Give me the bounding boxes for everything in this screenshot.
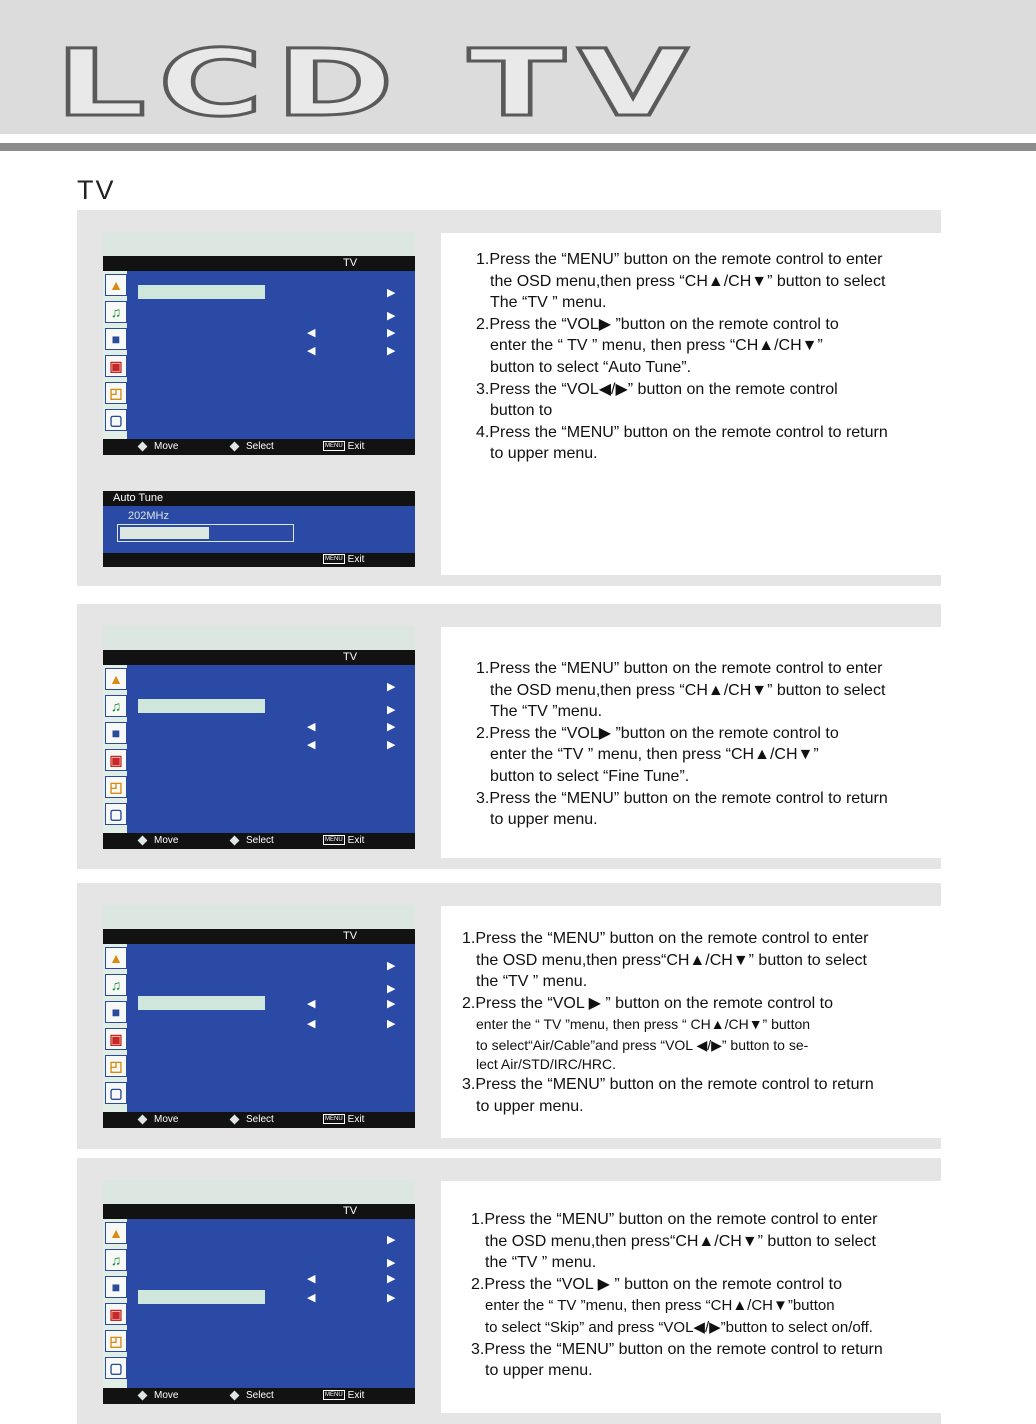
instructions-fine-tune: [476, 658, 888, 831]
osd-icon-column: [103, 944, 127, 1112]
osd-menu: [103, 1180, 415, 1404]
auto-tune-dialog: [103, 491, 415, 567]
right-arrow-icon: ▶: [387, 1257, 396, 1269]
sound-icon[interactable]: ♫: [105, 1249, 127, 1271]
instruction-line: button to select “Fine Tune”.: [490, 767, 690, 785]
page-header: [0, 0, 1036, 137]
instruction-line: 2.Press the “VOL ▶ ” button on the remote control to: [471, 1275, 843, 1293]
instruction-line: enter the “ TV ”menu, then press “ CH▲/CH▼” button: [476, 1016, 811, 1033]
instruction-line: enter the “TV ” menu, then press “CH▲/CH▼”: [490, 746, 819, 764]
instruction-line: The “TV ”menu.: [490, 703, 603, 721]
menu-key-icon: MENU: [325, 556, 343, 563]
instructions-air-cable: [462, 928, 874, 1117]
instruction-line: 3.Press the “MENU” button on the remote control to return: [462, 1075, 874, 1093]
time-icon[interactable]: ■: [105, 1276, 127, 1298]
instruction-line: to upper menu.: [485, 1362, 593, 1380]
picture-icon[interactable]: ▲: [105, 668, 127, 690]
instruction-line: the “TV ” menu.: [485, 1254, 597, 1272]
right-arrow-icon: ▶: [387, 998, 396, 1010]
instruction-line: The “TV ” menu.: [490, 294, 607, 312]
osd-menu: [103, 905, 415, 1128]
right-arrow-icon: ▶: [387, 1273, 396, 1285]
tv-icon[interactable]: ▣: [105, 1303, 127, 1325]
move-icon: [138, 441, 148, 451]
instruction-line: 1.Press the “MENU” button on the remote control to enter: [471, 1211, 878, 1228]
lcd-tv-logo: LCD TV: [55, 30, 701, 137]
osd-title: TV: [343, 930, 358, 942]
instruction-line: 2.Press the “VOL ▶ ” button on the remote control to: [462, 994, 834, 1012]
setup-icon[interactable]: ◰: [105, 776, 127, 798]
instruction-line: enter the “ TV ”menu, then press “CH▲/CH▼”button: [485, 1297, 835, 1315]
left-arrow-icon: ◀: [307, 739, 316, 751]
right-arrow-icon: ▶: [387, 704, 396, 716]
move-label: Move: [154, 1114, 179, 1125]
instruction-line: the OSD menu,then press “CH▲/CH▼” button to select: [490, 681, 886, 699]
left-arrow-icon: ◀: [307, 998, 316, 1010]
menu-item-highlight[interactable]: [138, 996, 265, 1010]
left-arrow-icon: ◀: [307, 1292, 316, 1304]
auto-tune-bottom-bar: [103, 553, 415, 567]
osd-title-bar: [103, 256, 415, 271]
picture-icon[interactable]: ▲: [105, 274, 127, 296]
left-arrow-icon: ◀: [307, 721, 316, 733]
exit-label: Exit: [347, 1114, 365, 1125]
select-label: Select: [246, 1390, 274, 1401]
select-label: Select: [246, 835, 274, 846]
right-arrow-icon: ▶: [387, 681, 396, 693]
exit-label: Exit: [347, 835, 365, 846]
osd-bottom-bar: [103, 439, 415, 455]
instruction-line: 2.Press the “VOL▶ ”button on the remote control to: [476, 724, 839, 742]
picture-icon[interactable]: ▲: [105, 947, 127, 969]
osd-title: TV: [343, 1205, 358, 1217]
section-title: TV: [77, 175, 116, 205]
menu-item-highlight[interactable]: [138, 1290, 265, 1304]
right-arrow-icon: ▶: [387, 327, 396, 339]
select-icon: [230, 441, 240, 451]
tv-icon[interactable]: ▣: [105, 355, 127, 377]
osd-menu: [103, 626, 415, 849]
instruction-line: 3.Press the “MENU” button on the remote control to return: [471, 1340, 883, 1358]
setup-icon[interactable]: ◰: [105, 1055, 127, 1077]
instructions-auto-tune: [476, 249, 888, 465]
setup-icon[interactable]: ◰: [105, 1330, 127, 1352]
exit-label: Exit: [347, 554, 365, 565]
osd-title: TV: [343, 651, 358, 663]
screen-icon[interactable]: ▢: [105, 1357, 127, 1379]
instruction-line: 3.Press the “MENU” button on the remote control to return: [476, 789, 888, 807]
move-label: Move: [154, 441, 179, 452]
osd-top-bar: [103, 626, 415, 650]
time-icon[interactable]: ■: [105, 328, 127, 350]
right-arrow-icon: ▶: [387, 721, 396, 733]
select-icon: [230, 1390, 240, 1400]
left-arrow-icon: ◀: [307, 1273, 316, 1285]
osd-icon-column: [103, 1219, 127, 1388]
sound-icon[interactable]: ♫: [105, 695, 127, 717]
instruction-line: 1.Press the “MENU” button on the remote control to enter: [476, 251, 883, 268]
menu-item-highlight[interactable]: [138, 285, 265, 299]
screen-icon[interactable]: ▢: [105, 409, 127, 431]
screen-icon[interactable]: ▢: [105, 803, 127, 825]
instruction-line: to upper menu.: [476, 1097, 584, 1115]
instructions-skip: [471, 1209, 883, 1382]
tv-icon[interactable]: ▣: [105, 749, 127, 771]
instruction-line: enter the “ TV ” menu, then press “CH▲/CH▼”: [490, 337, 823, 355]
menu-key-icon: MENU: [325, 1116, 343, 1123]
move-icon: [138, 1114, 148, 1124]
instruction-line: button to select “Auto Tune”.: [490, 358, 692, 376]
osd-top-bar: [103, 1180, 415, 1204]
left-arrow-icon: ◀: [307, 345, 316, 357]
osd-title-bar: [103, 929, 415, 944]
right-arrow-icon: ▶: [387, 345, 396, 357]
instruction-line: 3.Press the “VOL◀/▶” button on the remote control: [476, 380, 838, 398]
instruction-line: the OSD menu,then press“CH▲/CH▼” button to select: [476, 951, 867, 969]
instruction-line: the OSD menu,then press“CH▲/CH▼” button to select: [485, 1232, 876, 1250]
osd-title-bar: [103, 1204, 415, 1219]
auto-tune-progress-fill: [120, 527, 209, 539]
right-arrow-icon: ▶: [387, 983, 396, 995]
select-icon: [230, 1114, 240, 1124]
instruction-line: the “TV ” menu.: [476, 973, 588, 991]
left-arrow-icon: ◀: [307, 1018, 316, 1030]
instruction-line: 2.Press the “VOL▶ ”button on the remote control to: [476, 315, 839, 333]
auto-tune-progress-bar: [117, 524, 294, 542]
right-arrow-icon: ▶: [387, 310, 396, 322]
osd-menu: [103, 232, 415, 455]
osd-icon-column: [103, 271, 127, 439]
instruction-line: button to: [490, 402, 553, 420]
sound-icon[interactable]: ♫: [105, 301, 127, 323]
osd-bottom-bar: [103, 1388, 415, 1404]
screen-icon[interactable]: ▢: [105, 1082, 127, 1104]
exit-label: Exit: [347, 441, 365, 452]
auto-tune-title: Auto Tune: [103, 491, 415, 506]
instruction-line: to select“Air/Cable”and press “VOL ◀/▶” button to se-: [476, 1036, 809, 1053]
right-arrow-icon: ▶: [387, 1234, 396, 1246]
auto-tune-frequency: 202MHz: [128, 510, 169, 522]
move-icon: [138, 835, 148, 845]
menu-key-icon: MENU: [325, 837, 343, 844]
left-arrow-icon: ◀: [307, 327, 316, 339]
setup-icon[interactable]: ◰: [105, 382, 127, 404]
right-arrow-icon: ▶: [387, 1292, 396, 1304]
menu-key-icon: MENU: [325, 443, 343, 450]
instruction-line: 1.Press the “MENU” button on the remote control to enter: [476, 660, 883, 677]
osd-bottom-bar: [103, 833, 415, 849]
instruction-line: 4.Press the “MENU” button on the remote control to return: [476, 423, 888, 441]
move-icon: [138, 1390, 148, 1400]
right-arrow-icon: ▶: [387, 287, 396, 299]
right-arrow-icon: ▶: [387, 1018, 396, 1030]
time-icon[interactable]: ■: [105, 722, 127, 744]
osd-title-bar: [103, 650, 415, 665]
instruction-line: the OSD menu,then press “CH▲/CH▼” button to select: [490, 272, 886, 290]
move-label: Move: [154, 835, 179, 846]
right-arrow-icon: ▶: [387, 739, 396, 751]
header-divider: [0, 143, 1036, 151]
right-arrow-icon: ▶: [387, 960, 396, 972]
time-icon[interactable]: ■: [105, 1001, 127, 1023]
instruction-line: 1.Press the “MENU” button on the remote control to enter: [462, 930, 869, 947]
osd-icon-column: [103, 665, 127, 833]
instruction-line: to upper menu.: [490, 811, 598, 829]
instruction-line: to select “Skip” and press “VOL◀/▶”button to select on/off.: [485, 1318, 873, 1336]
menu-item-highlight[interactable]: [138, 699, 265, 713]
move-label: Move: [154, 1390, 179, 1401]
select-icon: [230, 835, 240, 845]
select-label: Select: [246, 1114, 274, 1125]
select-label: Select: [246, 441, 274, 452]
osd-title: TV: [343, 257, 358, 269]
exit-label: Exit: [347, 1390, 365, 1401]
instruction-line: to upper menu.: [490, 445, 598, 463]
sound-icon[interactable]: ♫: [105, 974, 127, 996]
instruction-line: lect Air/STD/IRC/HRC.: [476, 1055, 617, 1072]
osd-top-bar: [103, 232, 415, 256]
osd-bottom-bar: [103, 1112, 415, 1128]
tv-icon[interactable]: ▣: [105, 1028, 127, 1050]
picture-icon[interactable]: ▲: [105, 1222, 127, 1244]
menu-key-icon: MENU: [325, 1392, 343, 1399]
osd-top-bar: [103, 905, 415, 929]
